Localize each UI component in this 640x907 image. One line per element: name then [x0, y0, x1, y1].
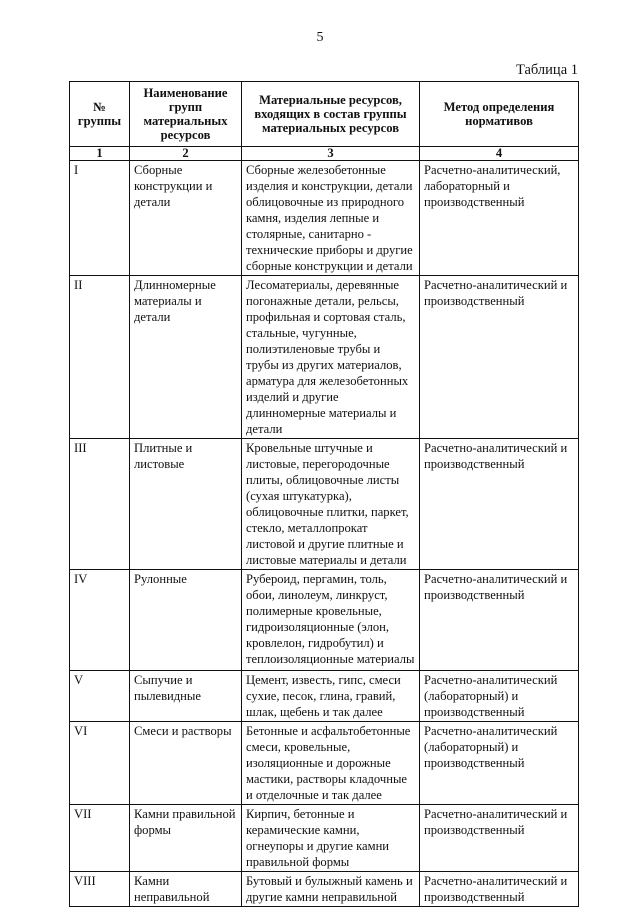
group-method: Расчетно-аналитический и производственный	[420, 805, 579, 872]
group-code: II	[70, 276, 130, 439]
header-group-name: Наименование групп материальных ресурсов	[130, 82, 242, 147]
group-resources: Кирпич, бетонные и керамические камни, огнеупоры и другие камни правильной формы	[242, 805, 420, 872]
group-name: Длинномерные материалы и детали	[130, 276, 242, 439]
group-resources: Лесоматериалы, деревянные погонажные детали, рельсы, профильная и сортовая сталь, стальные, чугунные, полиэтиленовые трубы и трубы из других материалов, арматура для железобетонных изделий и другие длинномерные материалы и детали	[242, 276, 420, 439]
header-method: Метод определения нормативов	[420, 82, 579, 147]
group-code: I	[70, 161, 130, 276]
group-resources: Бутовый и булыжный камень и другие камни неправильной	[242, 872, 420, 907]
material-resources-table	[69, 81, 579, 907]
group-resources: Сборные железобетонные изделия и конструкции, детали облицовочные из природного камня, изделия лепные и столярные, санитарно - технические приборы и другие сборные конструкции и детали	[242, 161, 420, 276]
group-name: Плитные и листовые	[130, 439, 242, 570]
column-number: 2	[130, 147, 242, 161]
group-method: Расчетно-аналитический и производственный	[420, 439, 579, 570]
group-method: Расчетно-аналитический и производственный	[420, 570, 579, 671]
header-group-resources: Материальные ресурсов, входящих в состав группы материальных ресурсов	[242, 82, 420, 147]
group-name: Сыпучие и пылевидные	[130, 671, 242, 722]
table-caption: Таблица 1	[515, 62, 578, 78]
group-name: Смеси и растворы	[130, 722, 242, 805]
group-method: Расчетно-аналитический и производственный	[420, 872, 579, 907]
group-resources: Рубероид, пергамин, толь, обои, линолеум, линкруст, полимерные кровельные, гидроизоляционные (элон, кровлелон, гидробутил) и теплоизоляционные материалы	[242, 570, 420, 671]
group-code: VIII	[70, 872, 130, 907]
group-code: III	[70, 439, 130, 570]
page-number: 5	[316, 30, 324, 45]
table-row	[70, 872, 579, 907]
group-code: IV	[70, 570, 130, 671]
group-name: Камни неправильной	[130, 872, 242, 907]
column-number: 3	[242, 147, 420, 161]
group-method: Расчетно-аналитический и производственный	[420, 276, 579, 439]
table-row	[70, 276, 579, 439]
group-code: VI	[70, 722, 130, 805]
table-row	[70, 439, 579, 570]
table-row	[70, 671, 579, 722]
group-name: Сборные конструкции и детали	[130, 161, 242, 276]
group-code: VII	[70, 805, 130, 872]
group-resources: Бетонные и асфальтобетонные смеси, кровельные, изоляционные и дорожные мастики, растворы кладочные и отделочные и так далее	[242, 722, 420, 805]
group-method: Расчетно-аналитический, лабораторный и производственный	[420, 161, 579, 276]
table-row	[70, 805, 579, 872]
group-name: Рулонные	[130, 570, 242, 671]
table-row	[70, 570, 579, 671]
column-number: 1	[70, 147, 130, 161]
group-name: Камни правильной формы	[130, 805, 242, 872]
column-number: 4	[420, 147, 579, 161]
header-group-number: № группы	[70, 82, 130, 147]
group-method: Расчетно-аналитический (лабораторный) и производственный	[420, 671, 579, 722]
column-number-row	[70, 147, 579, 161]
group-method: Расчетно-аналитический (лабораторный) и производственный	[420, 722, 579, 805]
group-code: V	[70, 671, 130, 722]
group-resources: Кровельные штучные и листовые, перегородочные плиты, облицовочные листы (сухая штукатурка), облицовочные плитки, паркет, стекло, металлопрокат листовой и другие плитные и листовые материалы и детали	[242, 439, 420, 570]
table-row	[70, 722, 579, 805]
group-resources: Цемент, известь, гипс, смеси сухие, песок, глина, гравий, шлак, щебень и так далее	[242, 671, 420, 722]
header-row	[70, 82, 579, 147]
table-row	[70, 161, 579, 276]
